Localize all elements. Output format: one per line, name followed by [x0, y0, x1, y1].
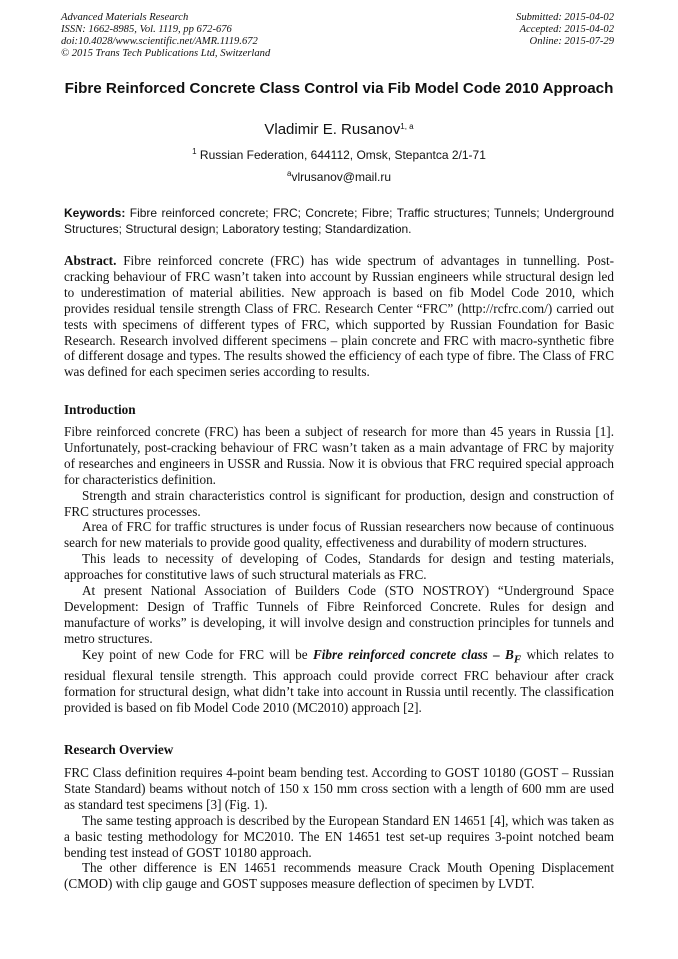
email-line — [64, 170, 614, 185]
overview-paragraph: The same testing approach is described by the European Standard EN 14651 [4], which was taken as a basic testing methodology for MC2010. The EN 14651 test set-up requires 3-point notched beam bending test instead of GOST 10180 approach. — [64, 812, 614, 860]
journal-name: Advanced Materials Research — [61, 12, 189, 23]
intro-paragraph: Strength and strain characteristics control is significant for production, design and construction of FRC structures processes. — [64, 487, 614, 519]
affiliation-text: Russian Federation, 644112, Omsk, Stepantca 2/1-71 — [199, 148, 486, 162]
intro-paragraph: This leads to necessity of developing of Codes, Standards for design and testing materials, approaches for constitutive laws of such structural materials as FRC. — [64, 551, 614, 583]
journal-doi[interactable]: doi:10.4028/www.scientific.net/AMR.1119.672 — [61, 36, 258, 47]
journal-header — [61, 12, 270, 60]
intro-paragraph: Area of FRC for traffic structures is under focus of Russian researchers now because of continuous search for new materials to provide good quality, effectiveness and durability of modern structures. — [64, 519, 614, 551]
introduction-heading: Introduction — [64, 402, 136, 417]
keywords-label: Keywords: — [64, 206, 126, 220]
frc-class-term-text: Fibre reinforced concrete class – B — [312, 646, 514, 662]
p6-before: Key point of new Code for FRC will be — [82, 646, 313, 662]
author-name: Vladimir E. Rusanov — [264, 121, 401, 138]
research-overview-heading: Research Overview — [64, 742, 174, 757]
keywords-text: Fibre reinforced concrete; FRC; Concrete; Fibre; Traffic structures; Tunnels; Underground Structures; Structural design; Laboratory testing; Standardization. — [64, 206, 614, 236]
affiliation-superscript: 1 — [192, 147, 197, 156]
dates-header — [516, 12, 614, 48]
frc-class-term — [312, 646, 522, 666]
author-superscript: 1, a — [400, 122, 414, 131]
author-line — [64, 121, 614, 139]
paper-title: Fibre Reinforced Concrete Class Control via Fib Model Code 2010 Approach — [64, 80, 614, 97]
abstract-label: Abstract. — [64, 253, 117, 268]
overview-paragraph: The other difference is EN 14651 recommends measure Crack Mouth Opening Displacement (CMOD) with clip gauge and GOST supposes measure deflection of specimen by LVDT. — [64, 860, 614, 892]
abstract-block — [64, 253, 614, 380]
introduction-body — [64, 424, 614, 716]
research-overview-body — [64, 765, 614, 892]
intro-paragraph: At present National Association of Builders Code (STO NOSTROY) “Underground Space Development: Design of Traffic Tunnels of Fibre Reinforced Concrete. Rules for design and manufacture of works” is developing, it will involve design and construction principles for tunnels and metro structures. — [64, 583, 614, 646]
frc-class-term-subscript: F — [513, 653, 522, 666]
journal-issn: ISSN: 1662-8985, Vol. 1119, pp 672-676 — [61, 24, 232, 35]
accepted-date: Accepted: 2015-04-02 — [519, 24, 614, 35]
keywords-block — [64, 205, 614, 237]
p6-after: which relates to residual flexural tensile strength. This approach could provide correct FRC behaviour after crack formation for structural design, what didn’t take into account in Russia until recently. The classification provided is based on fib Model Code 2010 (MC2010) approach [2]. — [64, 646, 614, 716]
abstract-text: Fibre reinforced concrete (FRC) has wide spectrum of advantages in tunnelling. Post-cracking behaviour of FRC wasn’t taken into account by Russian engineers while structural design led to underestimation of material abilities. New approach is based on fib Model Code 2010, which provides residual tensile strength Class of FRC. Research Center “FRC” (http://rcfrc.com/) carried out tests with specimens of different types of FRC, which supported by Russian Foundation for Basic Research. Research involved different specimens – plain concrete and FRC with macro-synthetic fibre of different dosage and types. The results showed the efficiency of each type of fibre. The Class of FRC was defined for each specimen series according to results. — [64, 253, 615, 380]
intro-paragraph: Fibre reinforced concrete (FRC) has been a subject of research for more than 45 years in Russia [1]. Unfortunately, post-cracking behaviour of FRC wasn’t taken as a main advantage of FRC by majority of researches and engineers in USSR and Russia. Now it is obvious that FRC required special approach for characteristics definition. — [64, 424, 614, 487]
email-superscript: a — [287, 169, 292, 178]
intro-paragraph-key-point — [64, 647, 614, 716]
online-date: Online: 2015-07-29 — [529, 36, 614, 47]
author-email[interactable]: vlrusanov@mail.ru — [291, 170, 391, 184]
overview-paragraph: FRC Class definition requires 4-point beam bending test. According to GOST 10180 (GOST – Russian State Standard) beams without notch of 150 x 150 mm cross section with a length of 600 mm are used as standard test specimens [3] (Fig. 1). — [64, 765, 614, 812]
affiliation-line — [64, 148, 614, 163]
journal-copyright: © 2015 Trans Tech Publications Ltd, Switzerland — [61, 48, 271, 59]
submitted-date: Submitted: 2015-04-02 — [516, 12, 614, 23]
